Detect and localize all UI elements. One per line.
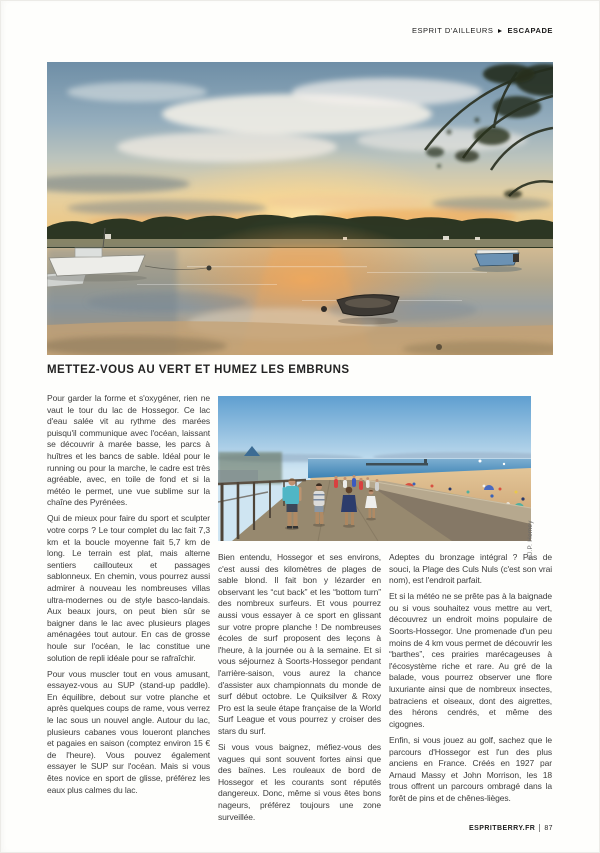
text-column-1 <box>47 393 210 828</box>
header-section-label: ESPRIT D'AILLEURS <box>411 26 494 35</box>
text-column-3 <box>389 552 552 828</box>
photo-credit: ©J.P. Hemey <box>527 520 534 560</box>
paragraph: Adeptes du bronzage intégral ? Pas de souci, la Plage des Culs Nuls (c'est son vrai nom), est l'endroit parfait. <box>389 552 552 586</box>
article-heading: METTEZ-VOUS AU VERT ET HUMEZ LES EMBRUNS <box>47 364 350 376</box>
lower-columns <box>218 552 553 828</box>
page-footer <box>469 824 553 832</box>
hero-photo-lake-sunset <box>47 62 553 355</box>
magazine-site-label: ESPRITBERRY.FR <box>468 824 536 832</box>
paragraph: Pour garder la forme et s'oxygéner, rien ne vaut le tour du lac de Hossegor. Ce lac d'eau salée vit au rythme des marées puisqu'il communique avec l'océan, laissant se découvrir à marée basse, les parcs à huîtres et les bancs de sable. Idéal pour le running ou pour la marche, le cadre est très agréable, avec, en toile de fond et si la météo le permet, une vue sublime sur la chaîne des Pyrénées. <box>47 393 210 508</box>
paragraph: Et si la météo ne se prête pas à la baignade ou si vous souhaitez vous mettre au vert, découvrez un endroit moins populaire de Soorts-Hossegor. Une promenade d'un peu moins de 4 km vous permet de découvrir les “barthes”, ces prairies marécageuses à l'écosystème riche et rare. Au gré de la balade, vous pourrez observer une flore luxuriante ainsi que de nombreux insectes, batraciens et oiseaux, dont des aigrettes, des hérons cendrés, et même des cigognes. <box>389 591 552 729</box>
paragraph: Pour vous muscler tout en vous amusant, essayez-vous au SUP (stand-up paddle). En équilibre, debout sur votre planche et après quelques coups de rame, vous verrez le lac sous un nouvel angle. Autour du lac, plusieurs cabanes vous loueront planches et pagaies en saison (comptez environ 15 € de l'heure). Vous pouvez également essayer le SUP sur l'océan. Mais si vous êtes novice en sport de glisse, préférez les eaux plus calmes du lac. <box>47 668 210 795</box>
beach-photo-boardwalk <box>218 396 531 541</box>
triangle-right-icon <box>498 29 502 33</box>
paragraph: Bien entendu, Hossegor et ses environs, c'est aussi des kilomètres de plages de sable blond. Il fait bon y lézarder en observant les “cut back” et les “bottom turn” des nombreux surfeurs. Et vous pourrez aussi vous essayer à ce sport en glissant sur votre propre planche ! De nombreuses écoles de surf proposent des leçons à l'heure, à la journée ou à la semaine. Et si vous séjournez à Soorts-Hossegor pendant l'arrière-saison, vous aurez la chance d'assister aux championnats du monde de surf début octobre. Le Quiksilver & Roxy Pro est la seule étape française de la World Surf League et vous pourrez y croiser des stars du surf. <box>218 552 381 736</box>
page-header <box>412 26 553 35</box>
header-category-label: ESCAPADE <box>507 26 553 35</box>
footer-divider <box>539 824 540 832</box>
paragraph: Qui de mieux pour faire du sport et sculpter votre corps ? Le tour complet du lac fait 7,3 km et la boucle moyenne fait 5,7 km de long. Le terrain est plat, mais alterne sentiers caillouteux et passages sablonneux. En chemin, vous pourrez aussi admirer à nouveau les nombreuses villas ultra-modernes ou de style basco-landais. Aux beaux jours, on peut bien sûr se baigner dans le lac avec plusieurs plages aménagées tout autour. En cas de grosse houle sur l'océan, le lac constitue une solution de repli idéale pour se rafraîchir. <box>47 513 210 663</box>
paragraph: Enfin, si vous jouez au golf, sachez que le parcours d'Hossegor est l'un des plus anciens en France. Créés en 1927 par Arnaud Massy et John Morrison, les 18 trous offrent un parcours ombragé dans la forêt de pins et de chênes-lièges. <box>389 734 552 803</box>
beach-photo-row <box>218 396 553 560</box>
text-column-2 <box>218 552 381 828</box>
article-body <box>47 393 553 828</box>
paragraph: Si vous vous baignez, méfiez-vous des vagues qui sont souvent fortes ainsi que des baïnes. Les rouleaux de bord de Hossegor et les courants sont réputés dangereux. Donc, même si vous êtes bons nageurs, préférez toujours une zone surveillée. <box>218 742 381 822</box>
page-number: 87 <box>544 824 553 832</box>
right-block <box>218 393 553 828</box>
